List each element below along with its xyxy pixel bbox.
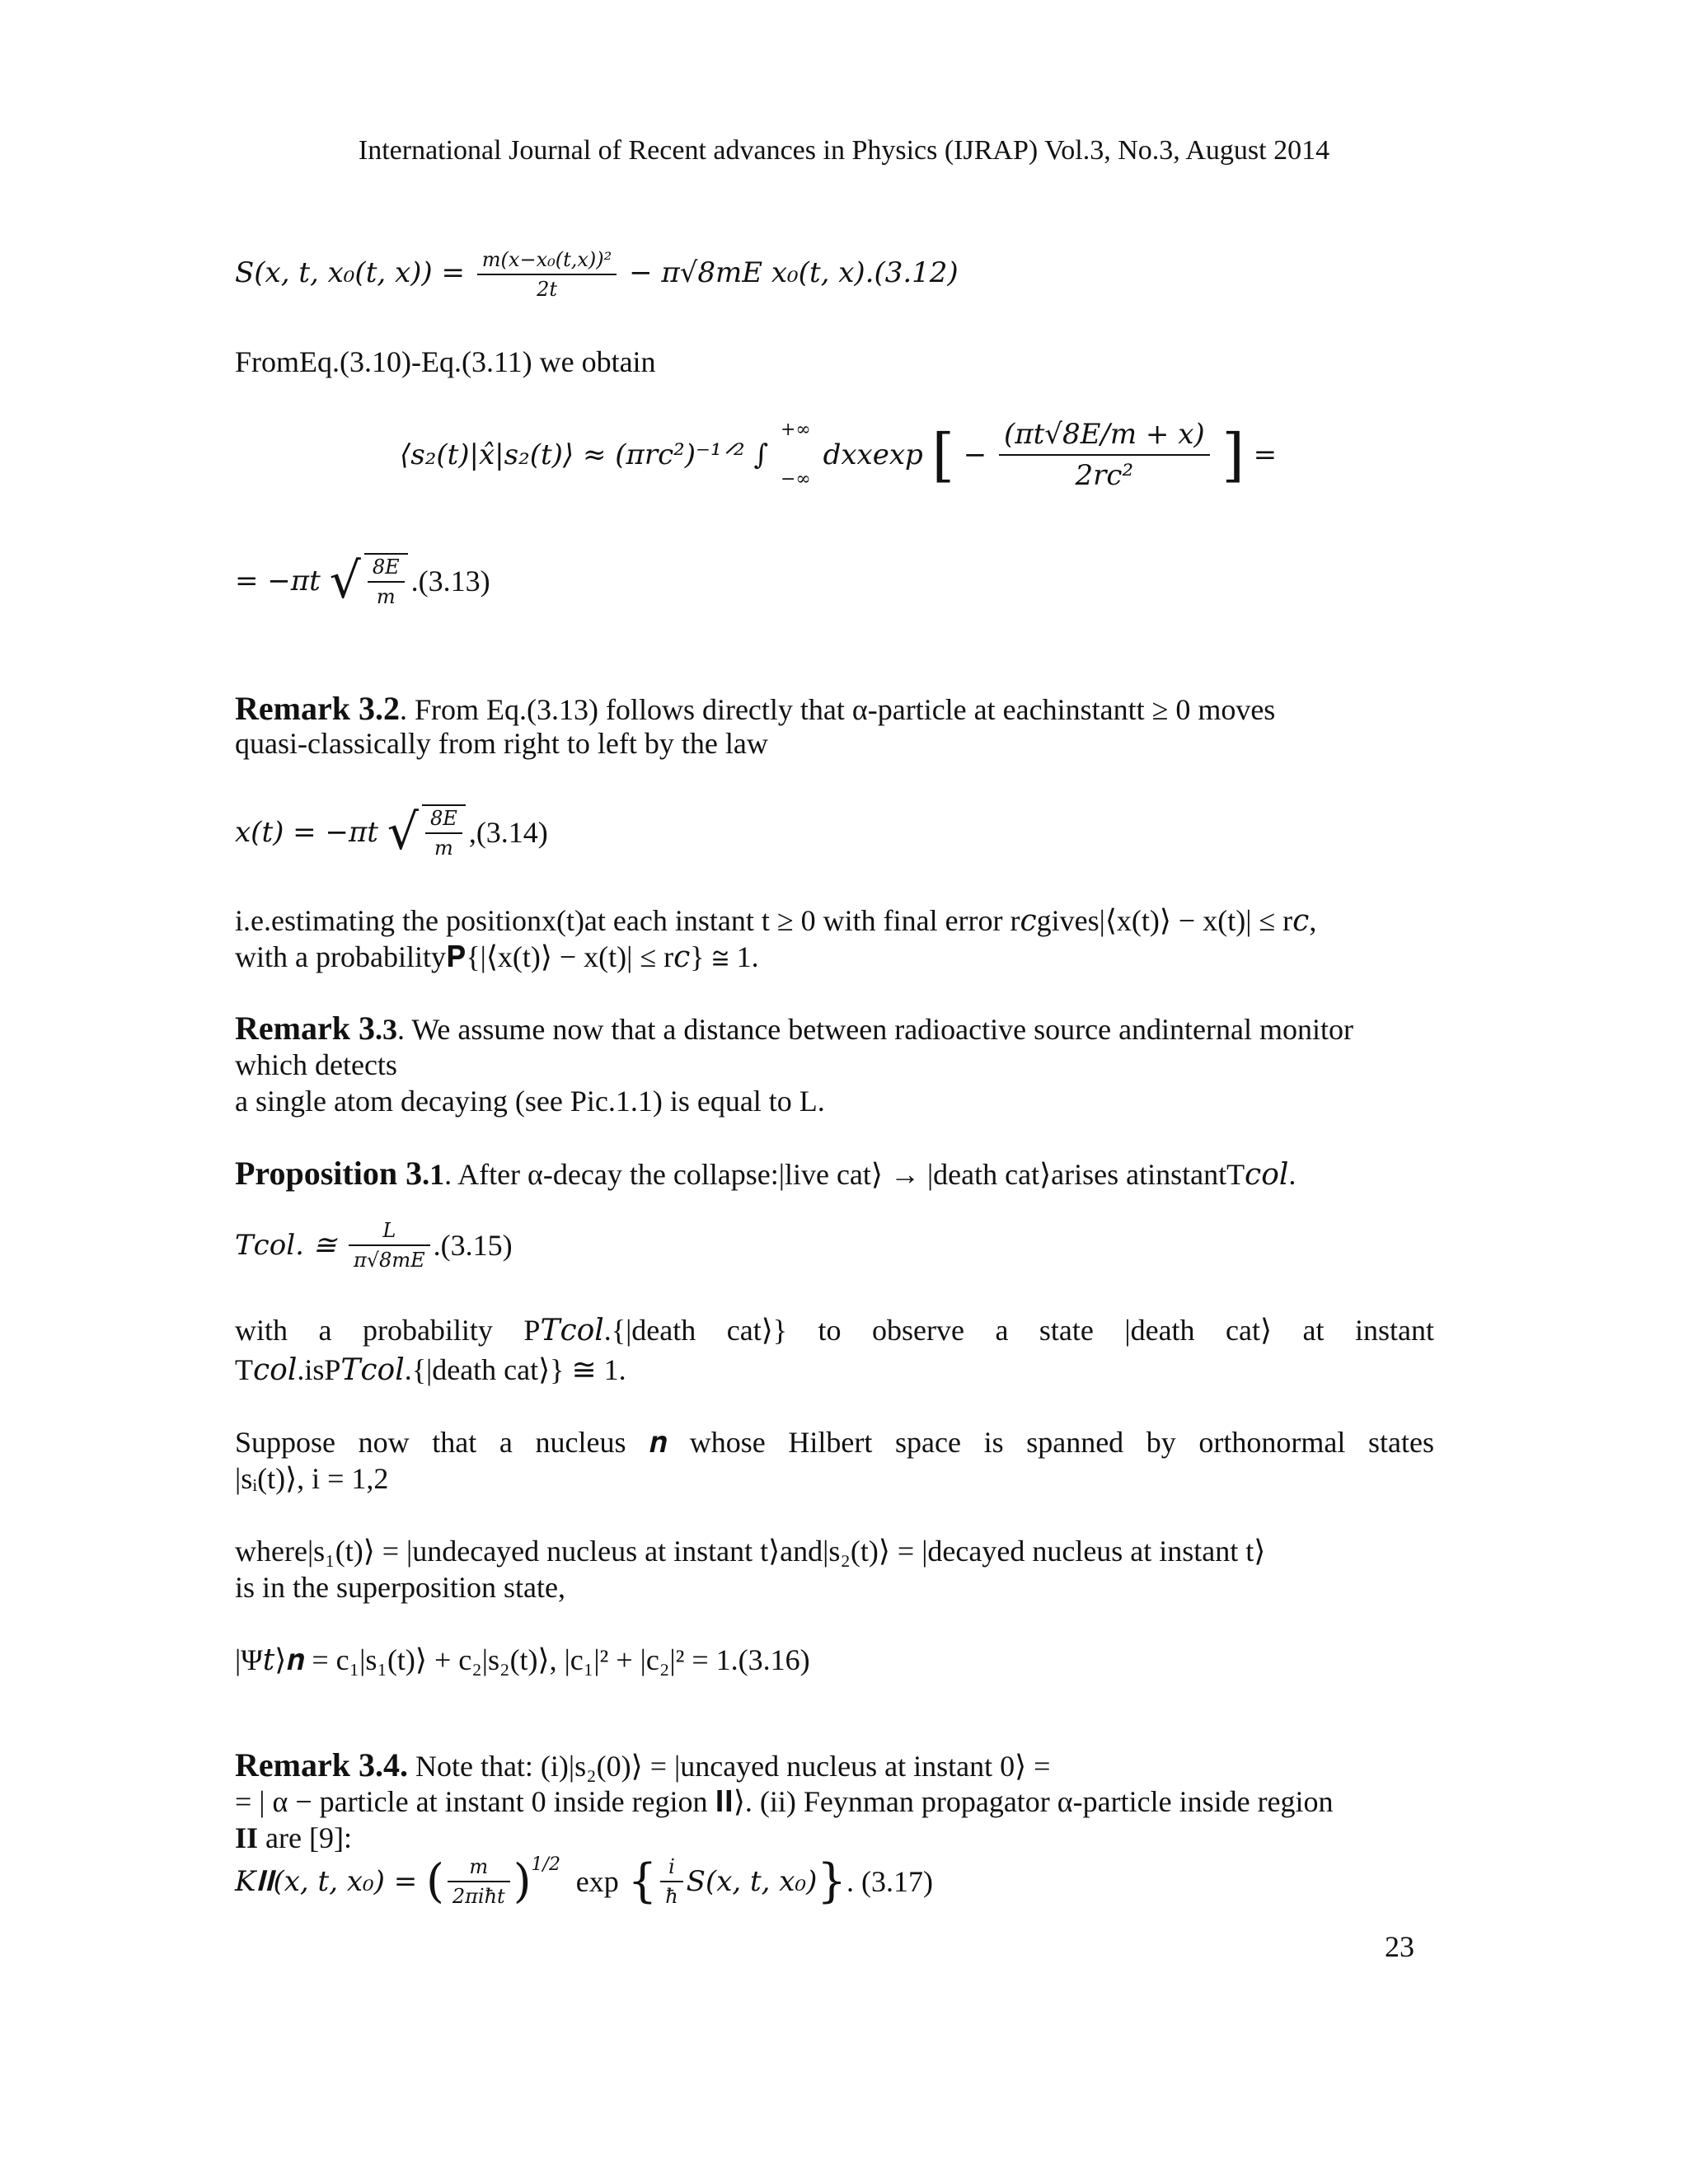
eq313-denominator: m <box>376 585 396 608</box>
right-bracket: ] <box>1221 421 1245 489</box>
eq313-fraction <box>364 553 408 609</box>
ie-text-line2: with a probability𝐏{|⟨x(t)⟩ − x(t)| ≤ r𝑐} ≅ 1. <box>235 940 759 973</box>
eq315-denominator: π√8mE <box>353 1249 425 1272</box>
probability-line1: with a probability P𝑇𝑐𝑜𝑙.{|death cat⟩} to observe a state |death cat⟩ at instant <box>235 1314 1434 1347</box>
eq317-inner-fraction <box>660 1854 682 1909</box>
equation-integral: ⟨s₂(t)|x̂|s₂(t)⟩ ≈ (πr𝑐²)⁻¹ᐟ² ∫ +∞ −∞ dxxexp [ − $\frac{(\pi t√8E/m + x)}{\text{2r𝑐²}}$ ] = <box>400 418 1278 492</box>
proposition-title: Proposition 3 <box>235 1155 423 1192</box>
integral-mid: dxxexp <box>823 438 923 471</box>
proposition-3-1 <box>235 1155 1296 1193</box>
eq315-numerator: L <box>349 1218 430 1246</box>
remark-3-2-line2: quasi-classically from right to left by the law <box>235 727 768 760</box>
eq317-power: 1/2 <box>531 1854 560 1875</box>
remark-3-4-line1 <box>235 1747 1050 1784</box>
equation-3-15 <box>235 1218 513 1272</box>
equation-3-12 <box>235 247 959 302</box>
eq313-lhs: = −πt <box>235 565 321 598</box>
remark-3-2-title: Remark 3.2 <box>235 690 400 727</box>
eq317-numerator: m <box>448 1854 510 1882</box>
sqrt-sign: √ <box>387 804 420 861</box>
suppose-line1: Suppose now that a nucleus 𝒏 whose Hilbert space is spanned by orthonormal states <box>235 1426 1434 1459</box>
ie-text-line1: i.e.estimating the positionx(t)at each instant t ≥ 0 with final error r𝑐gives|⟨x(t)⟩ − x(t)| ≤ r𝑐, <box>235 904 1317 937</box>
eq313-tag: .(3.13) <box>410 565 490 598</box>
eq314-lhs: x(t) = −πt <box>235 816 378 849</box>
integral-numerator: (πt√8E/m + x) <box>999 416 1210 456</box>
equation-3-13 <box>235 552 490 610</box>
remark-3-3-line3: a single atom decaying (see Pic.1.1) is equal to L. <box>235 1085 825 1118</box>
eq314-numerator: 8E <box>425 806 462 834</box>
remark-3-2-text: . From Eq.(3.13) follows directly that α-particle at eachinstantt ≥ 0 moves <box>399 693 1276 726</box>
eq315-lhs: T𝑐𝑜𝑙. ≅ <box>235 1229 337 1262</box>
remark-3-4-line3-text: are [9]: <box>258 1821 352 1854</box>
eq314-tag: ,(3.14) <box>468 816 548 849</box>
eq317-tag: . (3.17) <box>846 1865 933 1898</box>
equation-3-16: |Ψ𝑡⟩𝒏 = c₁|s₁(t)⟩ + c₂|s₂(t)⟩, |c₁|² + |c₂|² = 1.(3.16) <box>235 1643 810 1676</box>
proposition-text: . After α-decay the collapse:|live cat⟩ → |death cat⟩arises atinstantT𝑐𝑜𝑙. <box>444 1158 1296 1191</box>
eq317-exp: exp <box>575 1865 619 1898</box>
where-line2: is in the superposition state, <box>235 1571 565 1604</box>
remark-3-3-line1 <box>235 1010 1353 1047</box>
integral-lower-limit: −∞ <box>781 469 811 490</box>
where-line1: where|s₁(t)⟩ = |undecayed nucleus at instant t⟩and|s₂(t)⟩ = |decayed nucleus at instant t⟩ <box>235 1535 1266 1568</box>
remark-3-2-line1 <box>235 691 1275 728</box>
eq317-fraction <box>448 1854 510 1909</box>
eq315-tag: .(3.15) <box>433 1229 513 1262</box>
remark-3-3-title: Remark 3 <box>235 1010 375 1047</box>
eq312-numerator: m(x−x₀(t,x))² <box>477 247 617 275</box>
remark-3-3-title-rest: .3 <box>374 1013 397 1046</box>
eq314-denominator: m <box>434 837 453 860</box>
from-eq-text: FromEq.(3.10)-Eq.(3.11) we obtain <box>235 345 656 378</box>
integral-upper-limit: +∞ <box>781 419 811 440</box>
integral-limits <box>781 418 811 492</box>
remark-3-4-line2: = | α − particle at instant 0 inside region 𝐈𝐈⟩. (ii) Feynman propagator α-particle inside region <box>235 1785 1334 1818</box>
region-ii-label: II <box>235 1821 259 1854</box>
integral-fraction <box>999 416 1210 494</box>
page-number: 23 <box>1385 1930 1414 1963</box>
equation-3-17: K𝐈𝐈(x, t, x₀) = ( $\frac{m}{\text{2πiħt}}$ )$^{1/2}$ exp { $\frac{i}{ħ}$ S(x, t, x₀)}. (3.17) <box>235 1854 933 1909</box>
eq317-denominator: 2πiħt <box>452 1885 505 1908</box>
probability-line2: T𝑐𝑜𝑙.isP𝑇𝑐𝑜𝑙.{|death cat⟩} ≅ 1. <box>235 1353 626 1386</box>
eq317-inner: S(x, t, x₀) <box>686 1865 818 1898</box>
eq312-rhs: − π√8mE x₀(t, x).(3.12) <box>629 256 959 289</box>
integral-denominator: 2r𝑐² <box>1075 459 1134 492</box>
sqrt-sign: √ <box>329 552 361 610</box>
eq313-numerator: 8E <box>368 555 405 583</box>
eq312-lhs: S(x, t, x₀(t, x)) = <box>235 256 465 289</box>
remark-3-4-line3 <box>235 1820 352 1856</box>
integral-equals: = <box>1253 438 1278 471</box>
eq317-inner-denominator: ħ <box>665 1885 678 1908</box>
journal-header: International Journal of Recent advances in Physics (IJRAP) Vol.3, No.3, August 2014 <box>358 135 1330 166</box>
remark-3-4-text: Note that: (i)|s₂(0)⟩ = |uncayed nucleus at instant 0⟩ = <box>407 1750 1051 1783</box>
suppose-line2: |sᵢ(t)⟩, i = 1,2 <box>235 1462 389 1495</box>
remark-3-4-title: Remark 3.4. <box>235 1746 408 1783</box>
eq317-lhs: K𝐈𝐈(x, t, x₀) = <box>235 1865 418 1898</box>
remark-3-3-line2: which detects <box>235 1048 397 1081</box>
remark-3-3-text: . We assume now that a distance between radioactive source andinternal monitor <box>396 1013 1354 1046</box>
eq317-inner-numerator: i <box>660 1854 682 1882</box>
equation-3-14 <box>235 804 548 861</box>
eq312-fraction <box>477 247 617 302</box>
eq312-denominator: 2t <box>537 278 557 301</box>
eq315-fraction <box>349 1218 430 1272</box>
eq314-fraction <box>422 804 466 860</box>
proposition-title-rest: .1 <box>422 1158 445 1191</box>
left-bracket: [ <box>931 421 954 489</box>
integral-lhs: ⟨s₂(t)|x̂|s₂(t)⟩ ≈ (πr𝑐²)⁻¹ᐟ² ∫ <box>400 438 769 471</box>
